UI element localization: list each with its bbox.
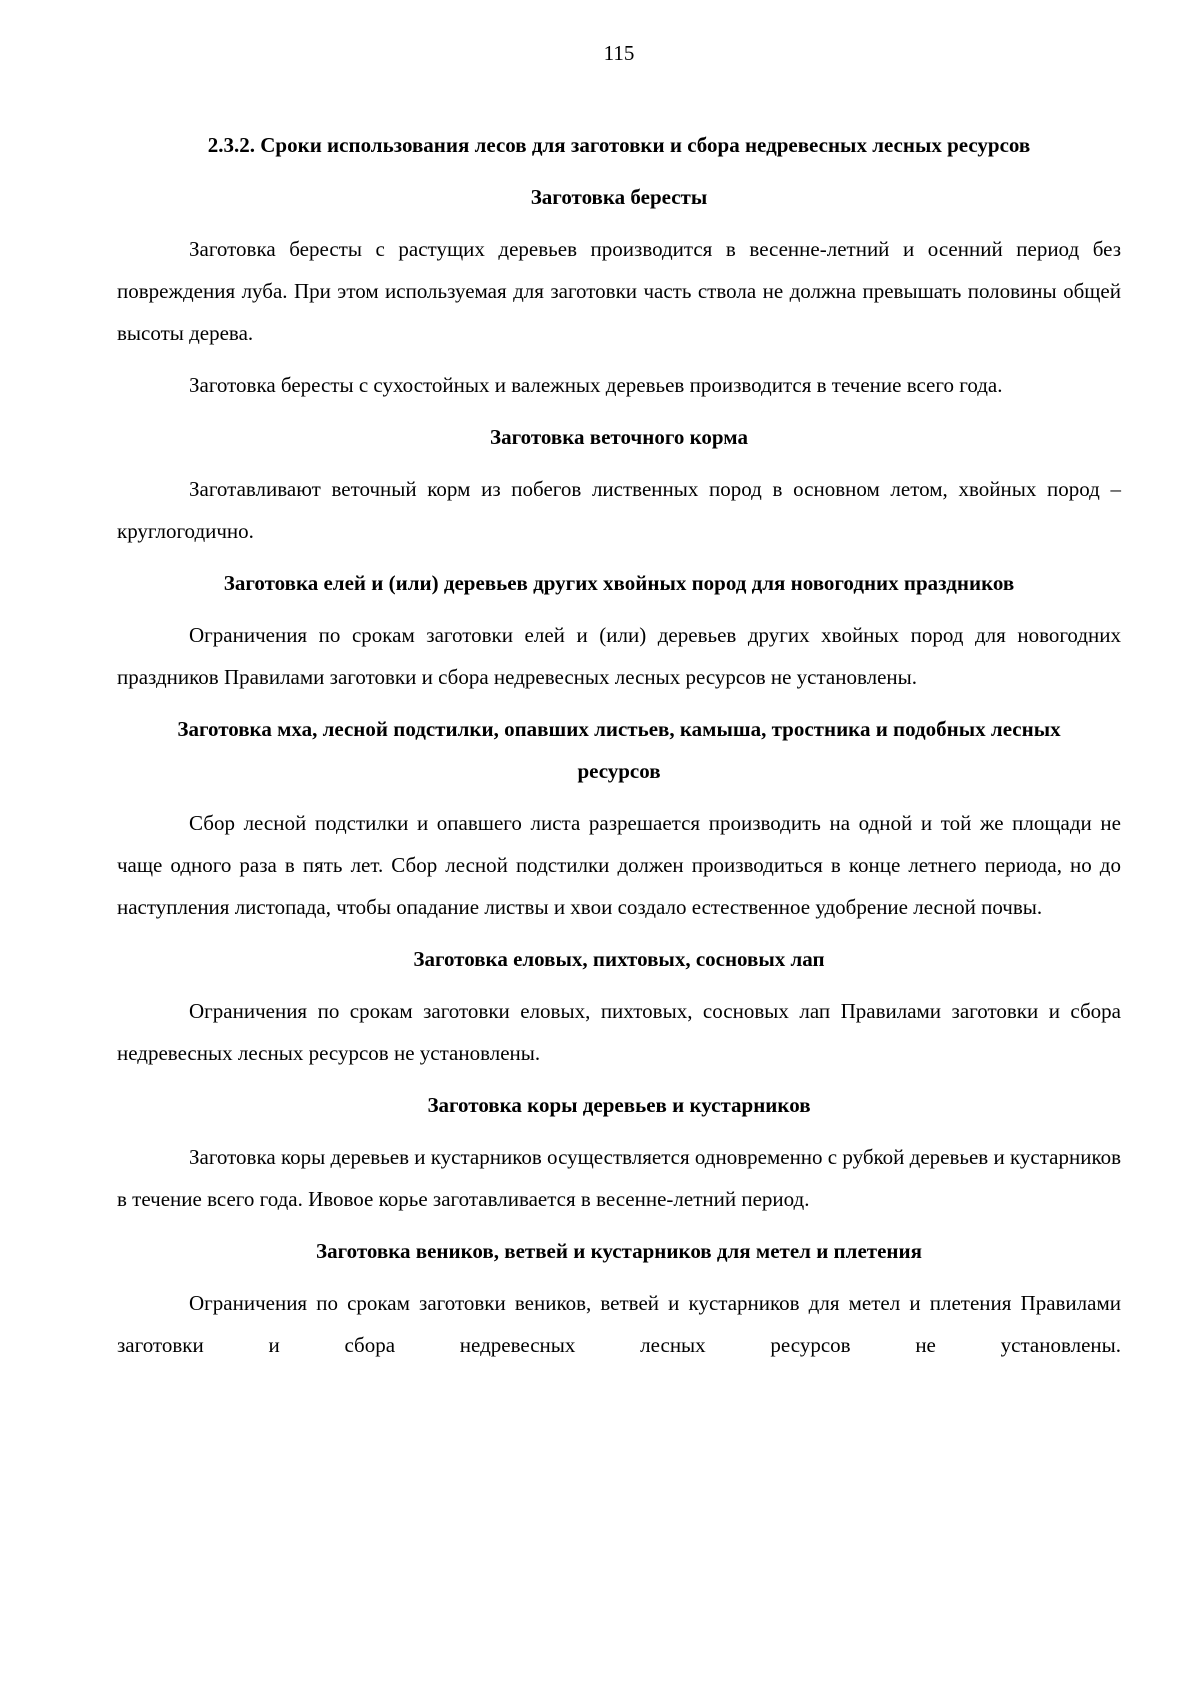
- page-content: [117, 124, 1121, 1376]
- paragraph-birch-bark-2: Заготовка бересты с сухостойных и валежных деревьев производится в течение всего года.: [189, 373, 1003, 397]
- paragraph-bark: Заготовка коры деревьев и кустарников осуществляется одновременно с рубкой деревьев и кустарников в течение всего года. Ивовое корье заготавливается в весенне-летний период.: [117, 1145, 1121, 1211]
- heading-branch-fodder: Заготовка веточного корма: [490, 425, 748, 449]
- paragraph-birch-bark-1: Заготовка бересты с растущих деревьев производится в весенне-летний и осенний период без повреждения луба. При этом используемая для заготовки часть ствола не должна превышать половины общей высоты дерева.: [117, 237, 1121, 345]
- paragraph-new-year-trees: Ограничения по срокам заготовки елей и (или) деревьев других хвойных пород для новогодних праздников Правилами заготовки и сбора недревесных лесных ресурсов не установлены.: [117, 623, 1121, 689]
- heading-bark: Заготовка коры деревьев и кустарников: [427, 1093, 811, 1117]
- paragraph-moss-litter: Сбор лесной подстилки и опавшего листа разрешается производить на одной и той же площади не чаще одного раза в пять лет. Сбор лесной подстилки должен производиться в конце летнего периода, но до наступления листопада, чтобы опадание листвы и хвои создало естественное удобрение лесной почвы.: [117, 811, 1121, 919]
- paragraph-conifer-branches: Ограничения по срокам заготовки еловых, пихтовых, сосновых лап Правилами заготовки и сбора недревесных лесных ресурсов не установлены.: [117, 999, 1121, 1065]
- page-number: 115: [603, 41, 635, 65]
- section-title: 2.3.2. Сроки использования лесов для заготовки и сбора недревесных лесных ресурсов: [207, 133, 1031, 157]
- paragraph-brooms-weaving: Ограничения по срокам заготовки веников, ветвей и кустарников для метел и плетения Правилами заготовки и сбора недревесных лесных ресурсов не установлены.: [117, 1291, 1121, 1357]
- heading-brooms-weaving: Заготовка веников, ветвей и кустарников для метел и плетения: [316, 1239, 922, 1263]
- heading-new-year-trees: Заготовка елей и (или) деревьев других хвойных пород для новогодних праздников: [223, 571, 1015, 595]
- heading-birch-bark: Заготовка бересты: [530, 185, 708, 209]
- heading-moss-litter: Заготовка мха, лесной подстилки, опавших листьев, камыша, тростника и подобных лесных ресурсов: [177, 717, 1061, 783]
- heading-conifer-branches: Заготовка еловых, пихтовых, сосновых лап: [413, 947, 825, 971]
- paragraph-branch-fodder: Заготавливают веточный корм из побегов лиственных пород в основном летом, хвойных пород – круглогодично.: [117, 477, 1121, 543]
